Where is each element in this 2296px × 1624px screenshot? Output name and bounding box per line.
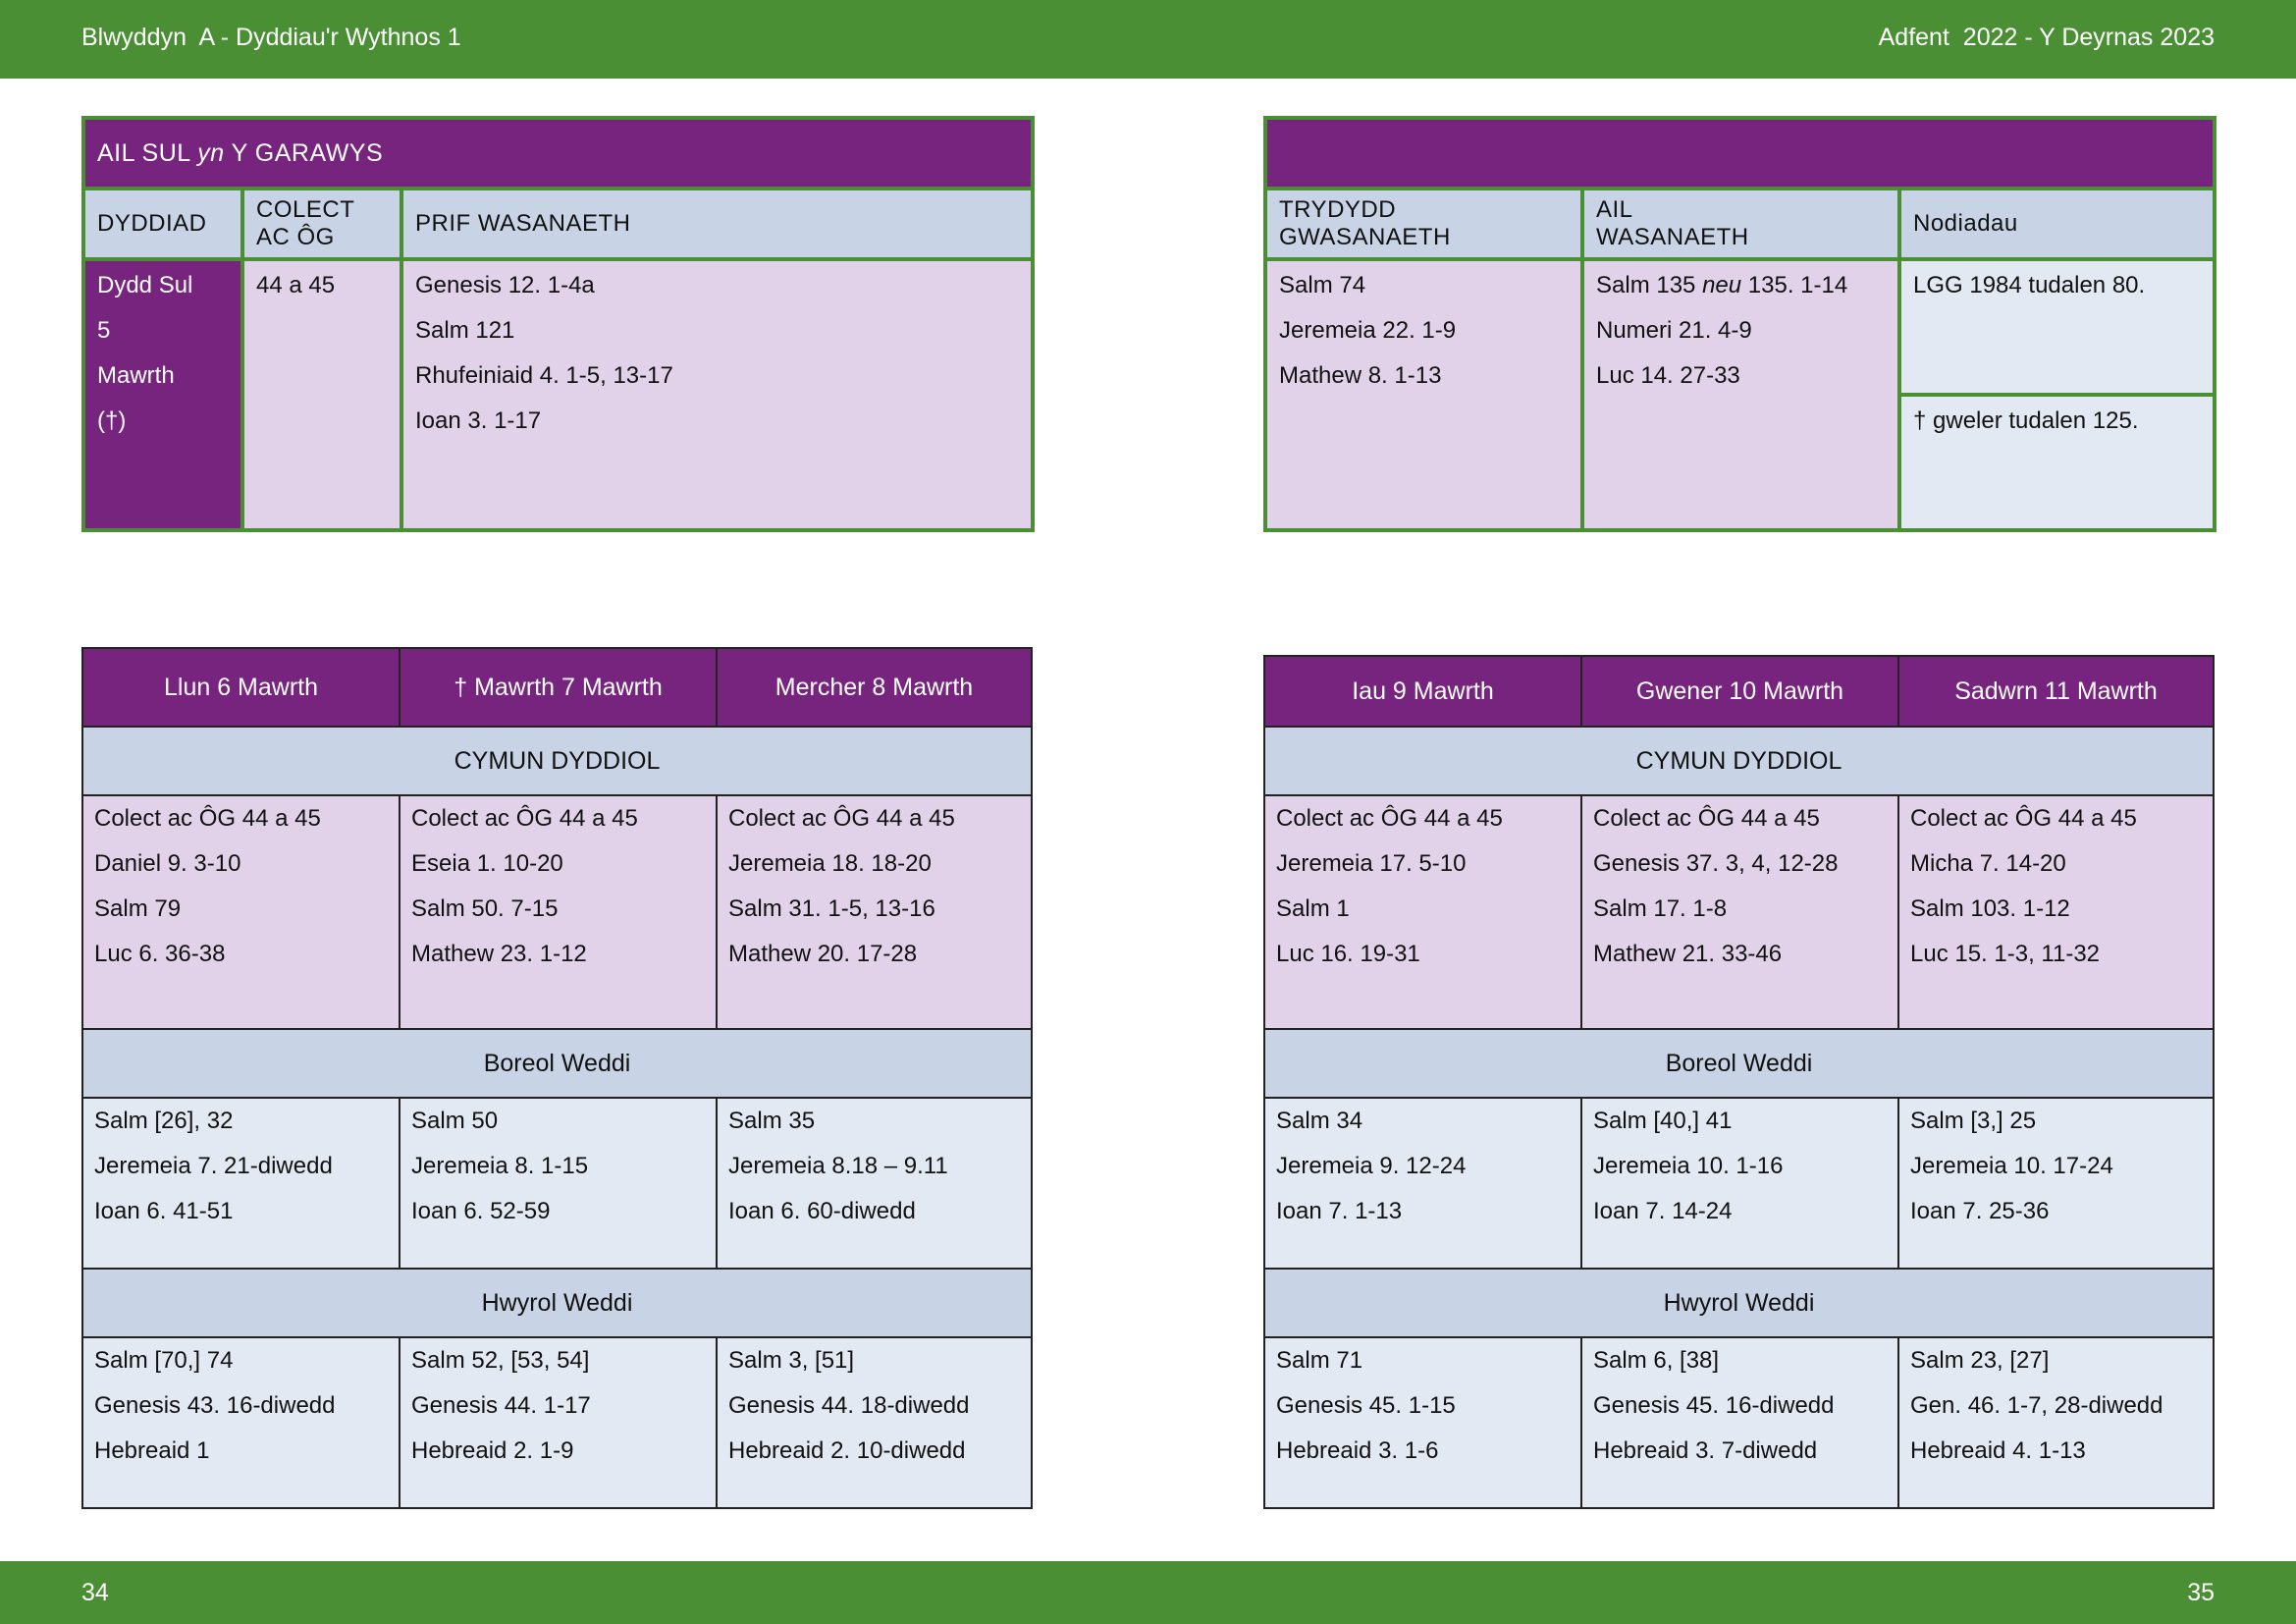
hwyrol-readings-wed: Salm 3, [51] Genesis 44. 18-diwedd Hebreaid 2. 10-diwedd xyxy=(717,1337,1032,1508)
section-boreol: Boreol Weddi xyxy=(1264,1029,2214,1098)
day-header-wed: Mercher 8 Mawrth xyxy=(717,648,1032,727)
section-cymun: CYMUN DYDDIOL xyxy=(1264,727,2214,795)
boreol-readings-sat: Salm [3,] 25 Jeremeia 10. 17-24 Ioan 7. 25-36 xyxy=(1898,1098,2214,1269)
column-header-notes: Nodiadau xyxy=(1899,189,2215,259)
boreol-readings-thu: Salm 34 Jeremeia 9. 12-24 Ioan 7. 1-13 xyxy=(1264,1098,1581,1269)
section-hwyrol: Hwyrol Weddi xyxy=(82,1269,1032,1337)
cymun-readings-wed: Colect ac ÔG 44 a 45 Jeremeia 18. 18-20 Salm 31. 1-5, 13-16 Mathew 20. 17-28 xyxy=(717,795,1032,1029)
weekday-table-right xyxy=(1263,655,2215,1509)
column-header-collect: COLECT AC ÔG xyxy=(242,189,401,259)
sunday-main-table xyxy=(81,116,1035,532)
page-number-right: 35 xyxy=(2187,1579,2215,1606)
day-header-mon: Llun 6 Mawrth xyxy=(82,648,400,727)
note-lgg: LGG 1984 tudalen 80. xyxy=(1899,259,2215,395)
header-bar xyxy=(0,0,2296,79)
hwyrol-readings-sat: Salm 23, [27] Gen. 46. 1-7, 28-diwedd Hebreaid 4. 1-13 xyxy=(1898,1337,2214,1508)
hwyrol-readings-mon: Salm [70,] 74 Genesis 43. 16-diwedd Hebreaid 1 xyxy=(82,1337,400,1508)
sunday-title: AIL SUL yn Y GARAWYS xyxy=(83,118,1033,189)
hwyrol-readings-tue: Salm 52, [53, 54] Genesis 44. 1-17 Hebreaid 2. 1-9 xyxy=(400,1337,717,1508)
cymun-readings-sat: Colect ac ÔG 44 a 45 Micha 7. 14-20 Salm 103. 1-12 Luc 15. 1-3, 11-32 xyxy=(1898,795,2214,1029)
boreol-readings-fri: Salm [40,] 41 Jeremeia 10. 1-16 Ioan 7. 14-24 xyxy=(1581,1098,1898,1269)
page-number-left: 34 xyxy=(81,1579,109,1606)
cymun-readings-tue: Colect ac ÔG 44 a 45 Eseia 1. 10-20 Salm 50. 7-15 Mathew 23. 1-12 xyxy=(400,795,717,1029)
boreol-readings-tue: Salm 50 Jeremeia 8. 1-15 Ioan 6. 52-59 xyxy=(400,1098,717,1269)
header-left-title: Blwyddyn A - Dyddiau'r Wythnos 1 xyxy=(81,24,461,51)
sunday-services-table xyxy=(1263,116,2216,532)
section-cymun: CYMUN DYDDIOL xyxy=(82,727,1032,795)
cymun-readings-mon: Colect ac ÔG 44 a 45 Daniel 9. 3-10 Salm 79 Luc 6. 36-38 xyxy=(82,795,400,1029)
sunday-date-cell: Dydd Sul 5 Mawrth (†) xyxy=(83,259,242,530)
column-header-main-service: PRIF WASANAETH xyxy=(401,189,1033,259)
sunday-main-readings: Genesis 12. 1-4a Salm 121 Rhufeiniaid 4. 1-5, 13-17 Ioan 3. 1-17 xyxy=(401,259,1033,530)
column-header-third-service: TRYDYDD GWASANAETH xyxy=(1265,189,1582,259)
column-header-date: DYDDIAD xyxy=(83,189,242,259)
hwyrol-readings-fri: Salm 6, [38] Genesis 45. 16-diwedd Hebreaid 3. 7-diwedd xyxy=(1581,1337,1898,1508)
column-header-second-service: AIL WASANAETH xyxy=(1582,189,1899,259)
weekday-table-left xyxy=(81,647,1033,1509)
header-right-title: Adfent 2022 - Y Deyrnas 2023 xyxy=(1878,24,2215,51)
cymun-readings-thu: Colect ac ÔG 44 a 45 Jeremeia 17. 5-10 Salm 1 Luc 16. 19-31 xyxy=(1264,795,1581,1029)
third-service-readings: Salm 74 Jeremeia 22. 1-9 Mathew 8. 1-13 xyxy=(1265,259,1582,530)
day-header-fri: Gwener 10 Mawrth xyxy=(1581,656,1898,727)
hwyrol-readings-thu: Salm 71 Genesis 45. 1-15 Hebreaid 3. 1-6 xyxy=(1264,1337,1581,1508)
note-dagger: † gweler tudalen 125. xyxy=(1899,395,2215,530)
boreol-readings-wed: Salm 35 Jeremeia 8.18 – 9.11 Ioan 6. 60-diwedd xyxy=(717,1098,1032,1269)
section-hwyrol: Hwyrol Weddi xyxy=(1264,1269,2214,1337)
second-service-readings: Salm 135 neu 135. 1-14 Numeri 21. 4-9 Luc 14. 27-33 xyxy=(1582,259,1899,530)
sunday-title-bar xyxy=(1265,118,2215,189)
section-boreol: Boreol Weddi xyxy=(82,1029,1032,1098)
cymun-readings-fri: Colect ac ÔG 44 a 45 Genesis 37. 3, 4, 12-28 Salm 17. 1-8 Mathew 21. 33-46 xyxy=(1581,795,1898,1029)
day-header-sat: Sadwrn 11 Mawrth xyxy=(1898,656,2214,727)
day-header-tue: † Mawrth 7 Mawrth xyxy=(400,648,717,727)
day-header-thu: Iau 9 Mawrth xyxy=(1264,656,1581,727)
sunday-collect-cell: 44 a 45 xyxy=(242,259,401,530)
boreol-readings-mon: Salm [26], 32 Jeremeia 7. 21-diwedd Ioan 6. 41-51 xyxy=(82,1098,400,1269)
footer-bar xyxy=(0,1561,2296,1624)
